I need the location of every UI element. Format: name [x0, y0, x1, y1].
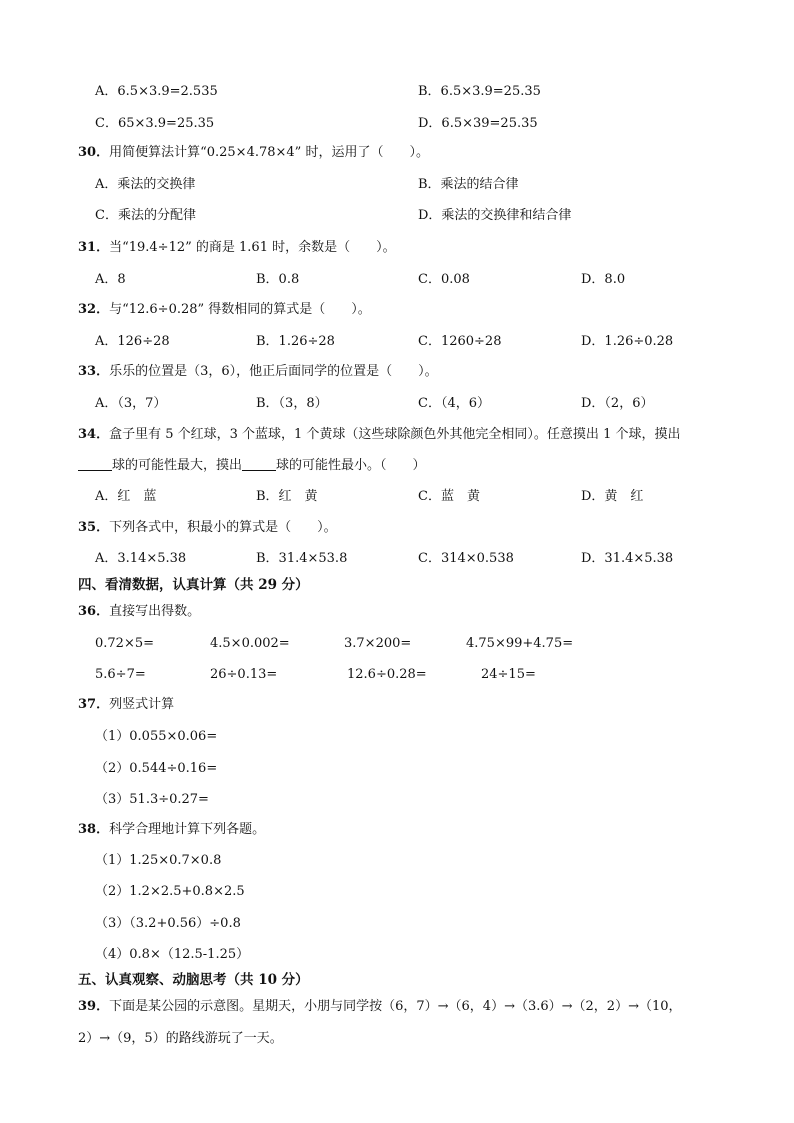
question-number: 35． [78, 520, 110, 535]
option-a[interactable]: A．乘法的交换律 [95, 177, 196, 192]
question-number: 36． [78, 604, 110, 619]
question-number: 34． [78, 427, 110, 442]
question-34 [78, 427, 680, 443]
option-a[interactable]: A．6.5×3.9=2.535 [95, 84, 218, 99]
option-c[interactable]: C．65×3.9=25.35 [95, 116, 215, 131]
question-number: 39． [78, 999, 110, 1014]
sub-item: （3）51.3÷0.27= [95, 792, 209, 807]
option-a[interactable]: A．（3，7） [95, 396, 167, 411]
option-d[interactable]: D．乘法的交换律和结合律 [418, 208, 572, 223]
question-number: 31． [78, 240, 110, 255]
question-text: 用简便算法计算“0.25×4.78×4” 时，运用了（ ）。 [109, 145, 429, 160]
question-text: 科学合理地计算下列各题。 [109, 822, 266, 837]
calc-item: 26÷0.13= [210, 667, 278, 682]
calc-item: 3.7×200= [344, 636, 412, 651]
option-b[interactable]: B．（3，8） [256, 396, 328, 411]
sub-item: （2）1.2×2.5+0.8×2.5 [95, 884, 245, 899]
option-c[interactable]: C．（4，6） [418, 396, 490, 411]
option-a[interactable]: A．8 [95, 272, 126, 287]
sub-item: （3）（3.2+0.56）÷0.8 [95, 916, 241, 931]
option-c[interactable]: C．0.08 [418, 272, 470, 287]
question-text: 直接写出得数。 [109, 604, 201, 619]
question-36 [78, 604, 200, 620]
question-text: 球的可能性最大，摸出 [112, 458, 243, 473]
option-d[interactable]: D．1.26÷0.28 [581, 334, 674, 349]
option-d[interactable]: D．黄 红 [581, 489, 644, 504]
question-text: 当“19.4÷12” 的商是 1.61 时，余数是（ ）。 [109, 240, 396, 255]
option-c[interactable]: C．1260÷28 [418, 334, 502, 349]
option-b[interactable]: B．6.5×3.9=25.35 [418, 84, 541, 99]
option-c[interactable]: C．乘法的分配律 [95, 208, 196, 223]
option-d[interactable]: D．（2，6） [581, 396, 654, 411]
question-37 [78, 697, 174, 713]
question-text: 列竖式计算 [109, 697, 175, 712]
question-number: 32． [78, 302, 110, 317]
option-b[interactable]: B．乘法的结合律 [418, 177, 519, 192]
calc-item: 12.6÷0.28= [347, 667, 427, 682]
question-35 [78, 520, 337, 536]
option-d[interactable]: D．6.5×39=25.35 [418, 116, 538, 131]
sub-item: （2）0.544÷0.16= [95, 761, 218, 776]
question-number: 33． [78, 364, 110, 379]
option-d[interactable]: D．31.4×5.38 [581, 551, 674, 566]
question-number: 30． [78, 145, 110, 160]
question-text: 下面是某公园的示意图。星期天，小朋与同学按（6，7）→（6，4）→（3.6）→（2，2）→（10， [109, 999, 682, 1014]
question-text: 下列各式中，积最小的算式是（ ）。 [109, 520, 337, 535]
question-text: 乐乐的位置是（3，6），他正后面同学的位置是（ ）。 [109, 364, 438, 379]
option-a[interactable]: A．126÷28 [95, 334, 170, 349]
answer-blank[interactable] [78, 458, 112, 471]
question-text: 与“12.6÷0.28” 得数相同的算式是（ ）。 [109, 302, 371, 317]
question-30 [78, 145, 429, 161]
calc-item: 0.72×5= [95, 636, 155, 651]
option-b[interactable]: B．0.8 [256, 272, 300, 287]
option-c[interactable]: C．蓝 黄 [418, 489, 480, 504]
question-number: 38． [78, 822, 110, 837]
sub-item: （1）1.25×0.7×0.8 [95, 853, 222, 868]
option-a[interactable]: A．3.14×5.38 [95, 551, 187, 566]
option-c[interactable]: C．314×0.538 [418, 551, 514, 566]
question-number: 37． [78, 697, 110, 712]
section-heading: 五、认真观察、动脑思考（共 10 分） [78, 972, 309, 988]
sub-item: （1）0.055×0.06= [95, 729, 218, 744]
question-34-line2 [78, 458, 426, 474]
question-39 [78, 999, 682, 1015]
question-38 [78, 822, 265, 838]
calc-item: 4.5×0.002= [210, 636, 290, 651]
option-b[interactable]: B．红 黄 [256, 489, 318, 504]
option-b[interactable]: B．1.26÷28 [256, 334, 335, 349]
question-text: 球的可能性最小。（ ） [276, 458, 426, 473]
calc-item: 24÷15= [481, 667, 536, 682]
option-b[interactable]: B．31.4×53.8 [256, 551, 348, 566]
question-39-line2: 2）→（9，5）的路线游玩了一天。 [78, 1031, 283, 1046]
section-heading: 四、看清数据，认真计算（共 29 分） [78, 577, 309, 593]
question-32 [78, 302, 371, 318]
calc-item: 4.75×99+4.75= [466, 636, 574, 651]
question-text: 盒子里有 5 个红球，3 个蓝球，1 个黄球（这些球除颜色外其他完全相同）。任意摸出 1 个球，摸出 [109, 427, 681, 442]
option-a[interactable]: A．红 蓝 [95, 489, 157, 504]
option-d[interactable]: D．8.0 [581, 272, 626, 287]
calc-item: 5.6÷7= [95, 667, 146, 682]
answer-blank[interactable] [242, 458, 276, 471]
question-31 [78, 240, 396, 256]
question-33 [78, 364, 438, 380]
sub-item: （4）0.8×（12.5-1.25） [95, 947, 250, 962]
